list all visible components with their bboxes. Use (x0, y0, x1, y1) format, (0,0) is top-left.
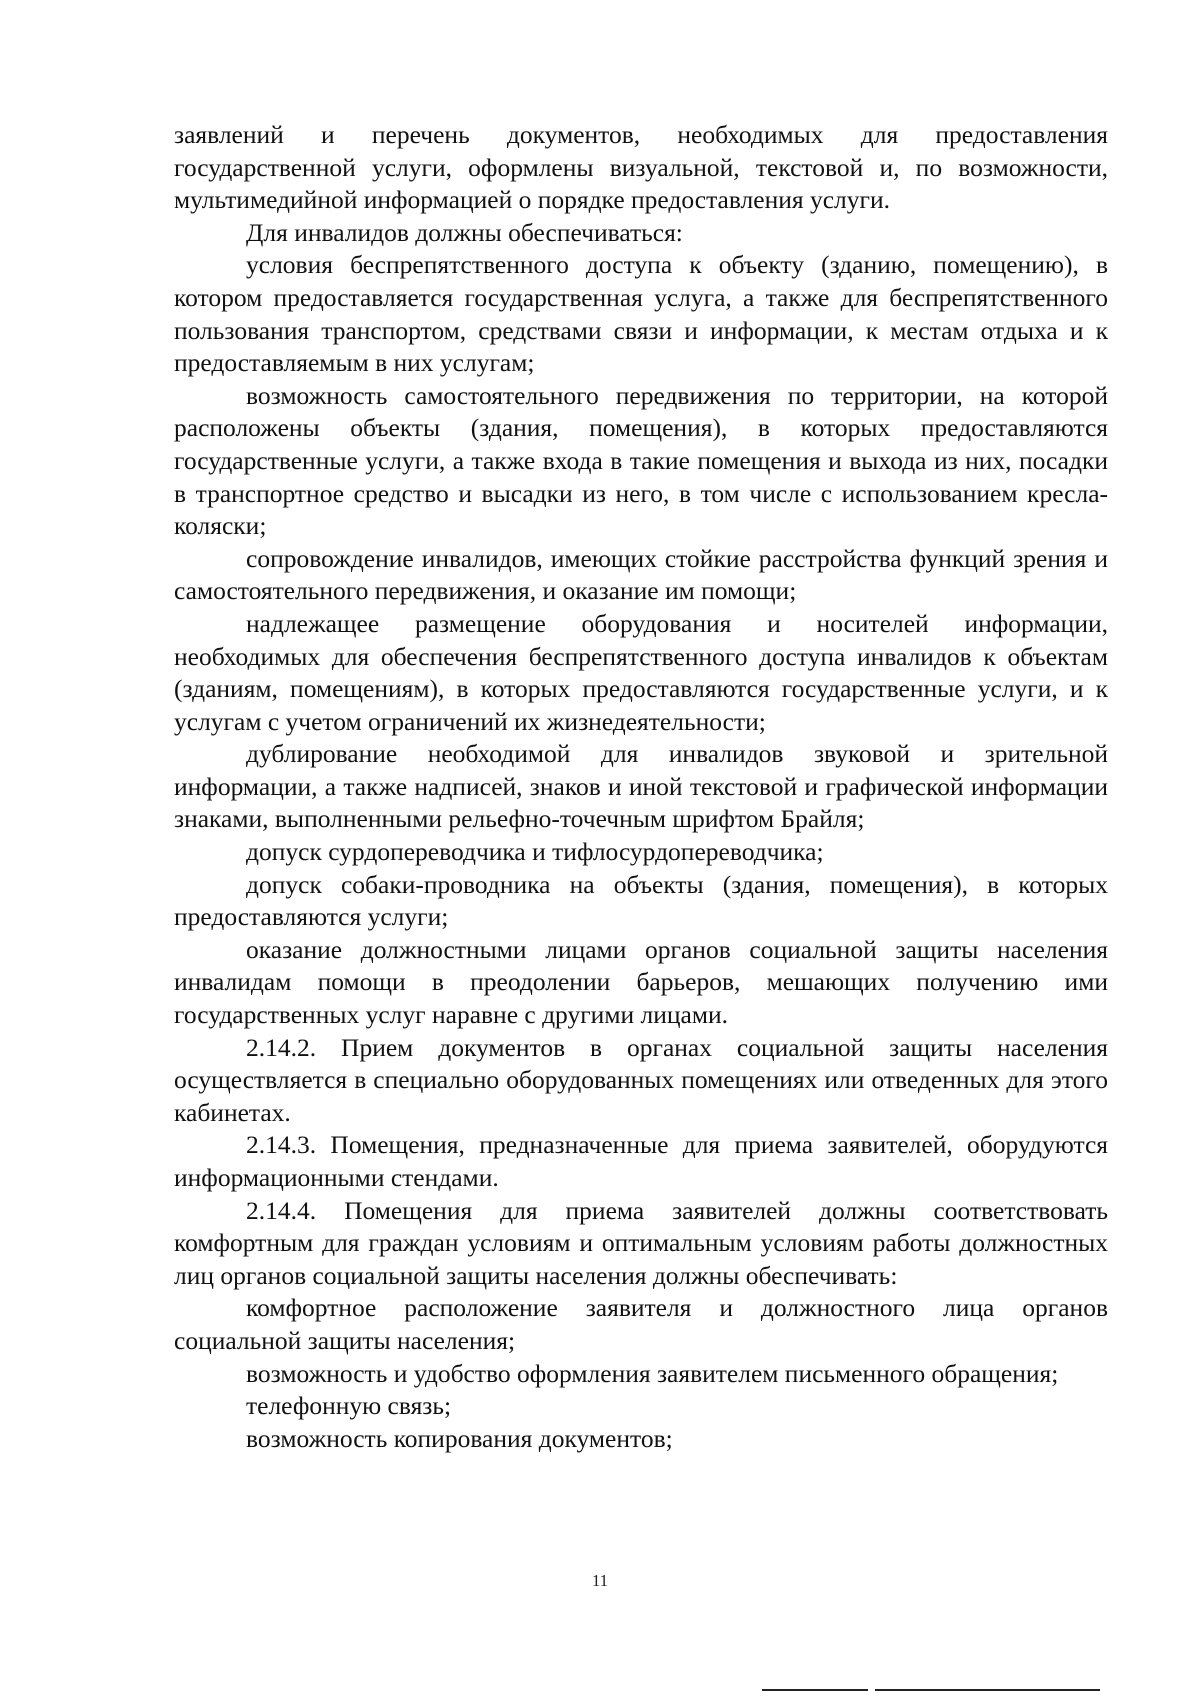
paragraph-12: 2.14.3. Помещения, предназначенные для приема заявителей, оборудуются информационными стендами. (174, 1130, 1108, 1192)
paragraph-11: 2.14.2. Прием документов в органах социальной защиты населения осуществляется в специально оборудованных помещениях или отведенных для этого кабинетах. (174, 1032, 1108, 1127)
footer-divider-right (875, 1689, 1100, 1691)
paragraph-17: возможность копирования документов; (246, 1423, 673, 1453)
paragraph-6: надлежащее размещение оборудования и носителей информации, необходимых для обеспечения беспрепятственного доступа инвалидов к объектам (зданиям, помещениям), в которых предоставляются государственные услуги, и к услугам с учетом ограничений их жизнедеятельности; (174, 608, 1108, 736)
paragraph-14: комфортное расположение заявителя и должностного лица органов социальной защиты населения; (174, 1293, 1108, 1355)
paragraph-5: сопровождение инвалидов, имеющих стойкие расстройства функций зрения и самостоятельного передвижения, и оказание им помощи; (174, 543, 1108, 606)
paragraph-9: допуск собаки-проводника на объекты (здания, помещения), в которых предоставляются услуги; (174, 869, 1108, 932)
paragraph-2: Для инвалидов должны обеспечиваться: (246, 217, 683, 247)
footer-divider-left (762, 1689, 868, 1691)
paragraph-1: заявлений и перечень документов, необходимых для предоставления государственной услуги, оформлены визуальной, текстовой и, по возможности, мультимедийной информацией о порядке предоставления услуги. (174, 120, 1108, 215)
paragraph-13: 2.14.4. Помещения для приема заявителей должны соответствовать комфортным для граждан условиям и оптимальным условиям работы должностных лиц органов социальной защиты населения должны обеспечивать: (174, 1195, 1108, 1290)
paragraph-3: условия беспрепятственного доступа к объекту (зданию, помещению), в котором предоставляется государственная услуга, а также для беспрепятственного пользования транспортом, средствами связи и информации, к местам отдыха и к предоставляемым в них услугам; (174, 250, 1108, 378)
paragraph-16: телефонную связь; (246, 1391, 452, 1421)
paragraph-4: возможность самостоятельного передвижения по территории, на которой расположены объекты (здания, помещения), в которых предоставляются государственные услуги, а также входа в такие помещения и выхода из них, посадки в транспортное средство и высадки из него, в том числе с использованием кресла-коляски; (174, 380, 1108, 541)
paragraph-8: допуск сурдопереводчика и тифлосурдопереводчика; (246, 837, 824, 867)
paragraph-7: дублирование необходимой для инвалидов звуковой и зрительной информации, а также надписей, знаков и иной текстовой и графической информации знаками, выполненными рельефно-точечным шрифтом Брайля; (174, 739, 1108, 834)
document-body (174, 119, 1108, 1455)
page-number: 11 (591, 1571, 609, 1590)
paragraph-15: возможность и удобство оформления заявителем письменного обращения; (246, 1358, 1059, 1388)
paragraph-10: оказание должностными лицами органов социальной защиты населения инвалидам помощи в преодолении барьеров, мешающих получению ими государственных услуг наравне с другими лицами. (174, 934, 1108, 1030)
